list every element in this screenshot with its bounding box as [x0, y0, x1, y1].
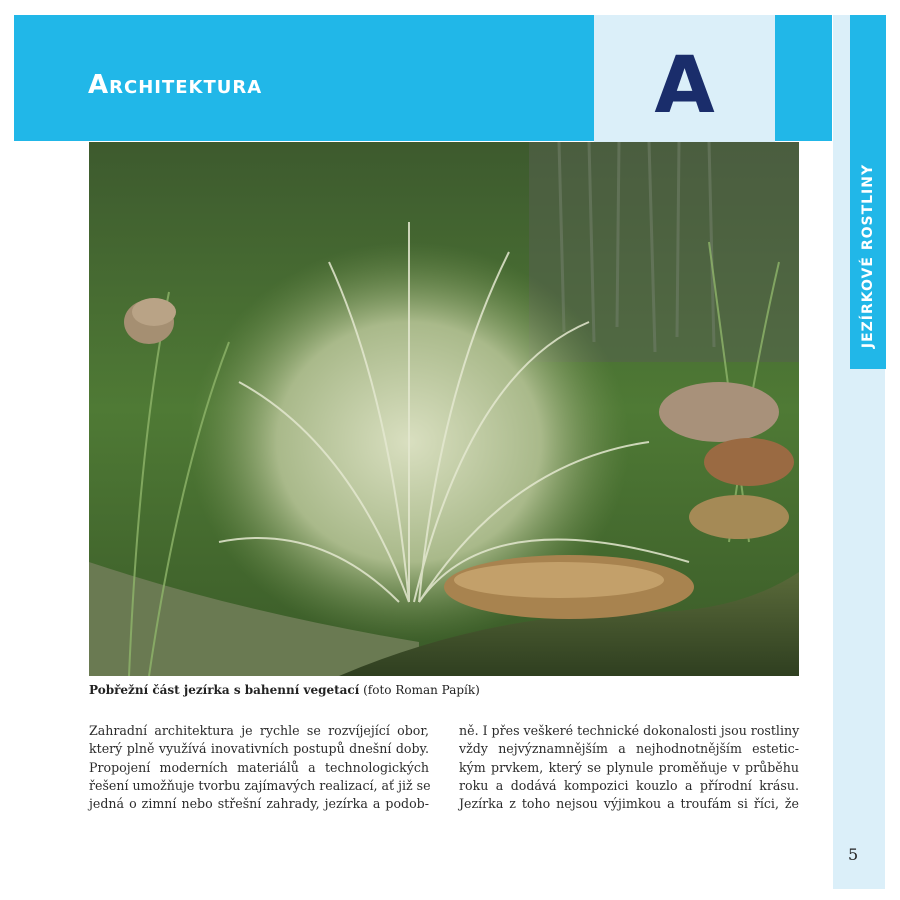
- chapter-letter: A: [654, 41, 715, 131]
- body-line: Propojení moderních materiálů a technologických: [89, 759, 429, 775]
- body-line: jedná o zimní nebo střešní zahrady, jezírka a podob-: [89, 796, 429, 812]
- body-line: kým prvkem, který se plynule proměňuje v průběhu: [459, 759, 799, 775]
- caption-credit: (foto Roman Papík): [359, 683, 480, 697]
- chapter-letter-box: [594, 15, 775, 153]
- chapter-title: Architektura: [88, 70, 263, 100]
- page-number: 5: [848, 845, 859, 864]
- body-line: vždy nejvýznamnějším a nejhodnotnějším estetic-: [459, 741, 799, 757]
- side-section-label: JEZÍRKOVÉ ROSTLINY: [860, 163, 876, 349]
- body-line: Zahradní architektura je rychle se rozvíjející obor,: [89, 723, 429, 738]
- body-line: roku a dodává kompozici kouzlo a přírodní krásu.: [459, 777, 799, 793]
- body-line: který plně využívá inovativních postupů dnešní doby.: [89, 741, 429, 757]
- body-column-left: [89, 722, 429, 813]
- body-line: Jezírka z toho nejsou výjimkou a troufám si říci, že: [459, 796, 799, 812]
- photo-caption: [89, 683, 480, 697]
- caption-title: Pobřežní část jezírka s bahenní vegetací: [89, 683, 360, 697]
- pond-photo: [89, 142, 799, 676]
- body-line: řešení umožňuje tvorbu zajímavých realizací, ať již se: [89, 777, 431, 793]
- body-line: ně. I přes veškeré technické dokonalosti jsou rostliny: [459, 723, 800, 738]
- body-column-right: [459, 722, 799, 813]
